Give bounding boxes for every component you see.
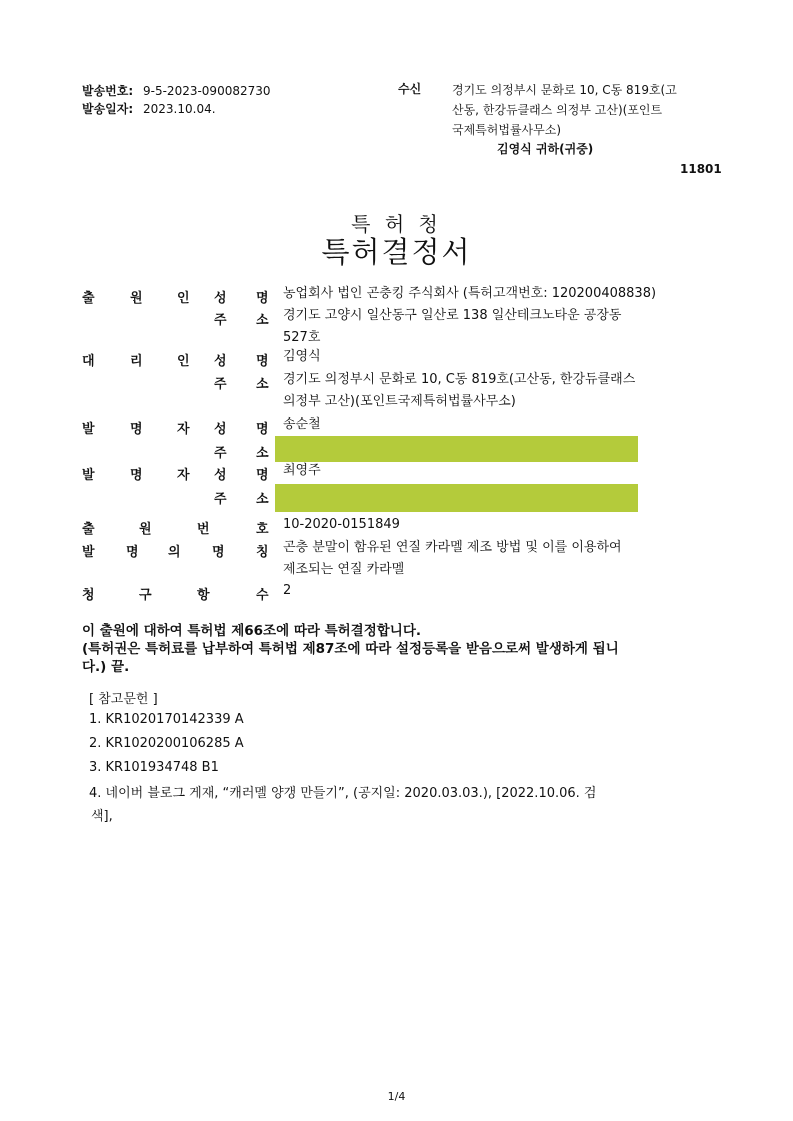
label-address-2: 소	[256, 377, 269, 392]
label-appno-1: 출	[82, 522, 95, 537]
label-applicant-1: 출	[82, 291, 95, 306]
label-agent-1: 대	[82, 354, 95, 369]
address-line: 의정부 고산)(포인트국제특허법률사무소)	[283, 394, 516, 409]
label-inventor-3: 자	[177, 468, 190, 483]
recipient-address-line: 국제특허법률사무소)	[452, 123, 562, 137]
decision-statement	[82, 622, 722, 676]
address-line: 527호	[283, 330, 321, 345]
claims-count: 2	[283, 583, 292, 598]
label-applicant-4: 성	[214, 291, 227, 306]
applicant-address	[283, 305, 621, 349]
label-address-1: 주	[214, 313, 227, 328]
document-title: 특허결정서	[321, 235, 472, 269]
label-title-1: 발	[82, 545, 95, 560]
label-appno-3: 번	[197, 522, 210, 537]
address-line: 경기도 고양시 일산동구 일산로 138 일산테크노타운 공장동	[283, 308, 622, 323]
label-address-1: 주	[214, 492, 227, 507]
label-address-2: 소	[256, 313, 269, 328]
label-applicant-3: 인	[177, 291, 190, 306]
label-applicant-5: 명	[256, 291, 269, 306]
label-title-3: 의	[168, 545, 181, 560]
decision-line: (특허권은 특허료를 납부하여 특허법 제87조에 따라 설정등록을 받음으로써 발생하게 됩니	[82, 641, 619, 657]
reference-item: 3. KR101934748 B1	[89, 760, 219, 775]
label-inventor-5: 명	[256, 468, 269, 483]
label-inventor-3: 자	[177, 422, 190, 437]
doc-code: 11801	[680, 162, 722, 176]
label-address-2: 소	[256, 492, 269, 507]
recipient-address-line: 산동, 한강듀클래스 의정부 고산)(포인트	[452, 103, 663, 117]
agent-name: 김영식	[283, 349, 321, 364]
label-inventor-1: 발	[82, 468, 95, 483]
agency-name: 특 허 청	[351, 212, 442, 236]
label-title-4: 명	[212, 545, 225, 560]
label-agent-3: 인	[177, 354, 190, 369]
invention-title-line: 제조되는 연질 카라멜	[283, 562, 405, 577]
inventor2-name: 최영주	[283, 463, 321, 478]
label-inventor-4: 성	[214, 422, 227, 437]
application-number: 10-2020-0151849	[283, 517, 400, 532]
inventor1-name: 송순철	[283, 417, 321, 432]
address-line: 경기도 의정부시 문화로 10, C동 819호(고산동, 한강듀클래스	[283, 372, 636, 387]
label-claims-3: 항	[197, 588, 210, 603]
redacted-address-block	[275, 436, 638, 462]
invention-title	[283, 537, 622, 581]
label-inventor-1: 발	[82, 422, 95, 437]
label-inventor-4: 성	[214, 468, 227, 483]
label-address-1: 주	[214, 446, 227, 461]
send-number-row	[82, 82, 271, 99]
label-inventor-2: 명	[130, 468, 143, 483]
label-title-5: 칭	[256, 545, 269, 560]
reference-item: 4. 네이버 블로그 게재, “캐러멜 양갱 만들기”, (공지일: 2020.03.03.), [2022.10.06. 검	[89, 786, 597, 801]
agent-address	[283, 369, 635, 413]
label-address-2: 소	[256, 446, 269, 461]
decision-line: 다.) 끝.	[82, 659, 130, 675]
decision-line: 이 출원에 대하여 특허법 제66조에 따라 특허결정합니다.	[82, 623, 422, 639]
recipient-address-line: 경기도 의정부시 문화로 10, C동 819호(고	[452, 83, 677, 97]
recipient-name: 김영식 귀하(귀중)	[497, 142, 594, 156]
reference-item-continuation: 색],	[91, 809, 113, 824]
send-number: 9-5-2023-090082730	[143, 84, 271, 98]
recipient-label: 수신	[398, 82, 422, 96]
references-heading: [ 참고문헌 ]	[89, 692, 158, 707]
send-date-row	[82, 100, 216, 117]
redacted-address-block	[275, 484, 638, 512]
send-number-label: 발송번호:	[82, 84, 134, 98]
label-inventor-2: 명	[130, 422, 143, 437]
label-agent-2: 리	[130, 354, 143, 369]
invention-title-line: 곤충 분말이 함유된 연질 카라멜 제조 방법 및 이를 이용하여	[283, 540, 622, 555]
label-agent-5: 명	[256, 354, 269, 369]
label-agent-4: 성	[214, 354, 227, 369]
label-applicant-2: 원	[130, 291, 143, 306]
label-claims-4: 수	[256, 588, 269, 603]
page-number: 1/4	[387, 1090, 406, 1103]
label-address-1: 주	[214, 377, 227, 392]
applicant-name: 농업회사 법인 곤충킹 주식회사 (특허고객번호: 120200408838)	[283, 286, 657, 301]
label-title-2: 명	[126, 545, 139, 560]
reference-item: 2. KR1020200106285 A	[89, 736, 244, 751]
label-appno-4: 호	[256, 522, 269, 537]
label-claims-2: 구	[139, 588, 152, 603]
label-claims-1: 청	[82, 588, 95, 603]
label-inventor-5: 명	[256, 422, 269, 437]
label-appno-2: 원	[139, 522, 152, 537]
send-date-label: 발송일자:	[82, 102, 134, 116]
reference-item: 1. KR1020170142339 A	[89, 712, 244, 727]
send-date: 2023.10.04.	[143, 102, 216, 116]
recipient-address	[452, 80, 677, 140]
